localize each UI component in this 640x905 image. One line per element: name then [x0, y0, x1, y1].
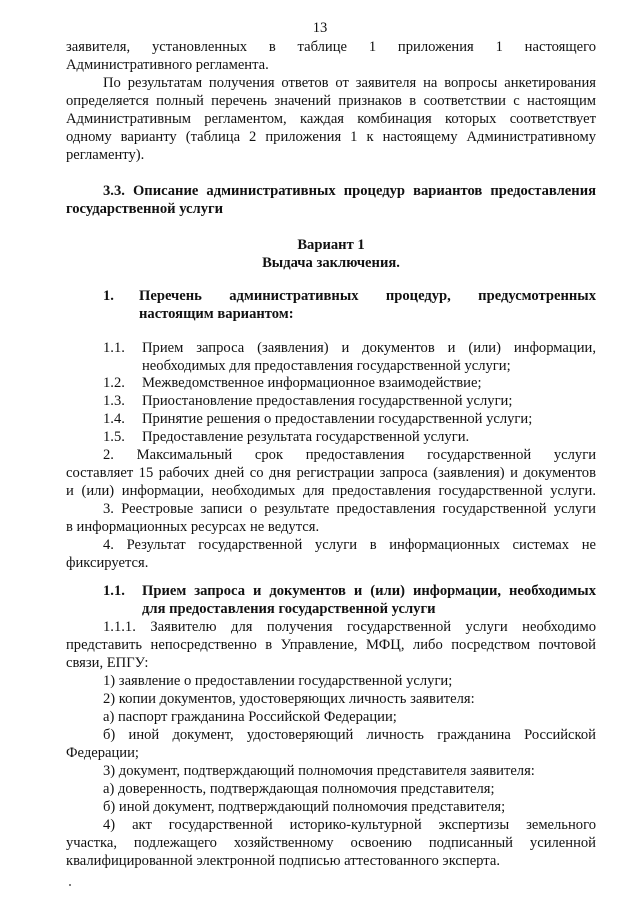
paragraph-line: Административным регламентом, каждая комбинация которых соответствует: [66, 111, 596, 127]
paragraph-line: регламенту).: [66, 147, 145, 163]
list-number: 1.2.: [103, 375, 125, 391]
paragraph-line: заявителя, установленных в таблице 1 приложения 1 настоящего: [66, 39, 596, 55]
paragraph-line: связи, ЕПГУ:: [66, 655, 149, 671]
list-item: б) иной документ, удостоверяющий личность гражданина Российской: [103, 727, 596, 743]
list-item: а) доверенность, подтверждающая полномочия представителя;: [103, 781, 495, 797]
paragraph-line: и (или) информации, необходимых для предоставления государственной услуги.: [66, 483, 596, 499]
list-item: 2) копии документов, удостоверяющих личность заявителя:: [103, 691, 475, 707]
section-heading: 3.3. Описание административных процедур вариантов предоставления: [103, 183, 596, 199]
list-number: 1.4.: [103, 411, 125, 427]
list-item: квалифицированной электронной подписью аттестованного эксперта.: [66, 853, 500, 869]
paragraph-line: определяется полный перечень значений признаков в соответствии с настоящим: [66, 93, 596, 109]
subsection-heading: Прием запроса и документов и (или) информации, необходимых: [142, 583, 596, 599]
list-item: 3) документ, подтверждающий полномочия представителя заявителя:: [103, 763, 535, 779]
list-number: 1.5.: [103, 429, 125, 445]
paragraph-line: представить непосредственно в Управление, МФЦ, либо посредством почтовой: [66, 637, 596, 653]
subsection-heading: для предоставления государственной услуги: [142, 601, 436, 617]
list-item: Межведомственное информационное взаимодействие;: [142, 375, 482, 391]
paragraph-line: в информационных ресурсах не ведутся.: [66, 519, 320, 535]
list-number: 1.: [103, 288, 114, 304]
paragraph-line: 3. Реестровые записи о результате предоставления государственной услуги: [103, 501, 596, 517]
list-number: 1.1.: [103, 340, 125, 356]
list-item: Федерации;: [66, 745, 139, 761]
list-item: б) иной документ, подтверждающий полномочия представителя;: [103, 799, 506, 815]
list-item: Прием запроса (заявления) и документов и (или) информации,: [142, 340, 596, 356]
paragraph-line: фиксируется.: [66, 555, 149, 571]
paragraph-line: Административного регламента.: [66, 57, 269, 73]
scan-speck: [69, 884, 71, 886]
paragraph-line: 1.1.1. Заявителю для получения государственной услуги необходимо: [103, 619, 596, 635]
paragraph-line: 4. Результат государственной услуги в информационных системах не: [103, 537, 596, 553]
paragraph-line: По результатам получения ответов от заявителя на вопросы анкетирования: [103, 75, 596, 91]
list-number: 1.3.: [103, 393, 125, 409]
list-number: 1.1.: [103, 583, 125, 599]
list-item: Предоставление результата государственной услуги.: [142, 429, 470, 445]
paragraph-line: одному варианту (таблица 2 приложения 1 к настоящему Административному: [66, 129, 596, 145]
list-item: участка, подлежащего хозяйственному освоению подписанный усиленной: [66, 835, 596, 851]
list-item: 1) заявление о предоставлении государственной услуги;: [103, 673, 453, 689]
variant-subtitle: Выдача заключения.: [262, 255, 400, 271]
list-item: Приостановление предоставления государственной услуги;: [142, 393, 513, 409]
list-heading: Перечень административных процедур, предусмотренных: [139, 288, 596, 304]
list-heading: настоящим вариантом:: [139, 306, 294, 322]
list-item: необходимых для предоставления государственной услуги;: [142, 358, 511, 374]
list-item: а) паспорт гражданина Российской Федерации;: [103, 709, 397, 725]
page-number: 13: [312, 20, 328, 36]
paragraph-line: 2. Максимальный срок предоставления государственной услуги: [103, 447, 596, 463]
variant-title: Вариант 1: [297, 237, 365, 253]
paragraph-line: составляет 15 рабочих дней со дня регистрации запроса (заявления) и документов: [66, 465, 596, 481]
list-item: 4) акт государственной историко-культурной экспертизы земельного: [103, 817, 596, 833]
list-item: Принятие решения о предоставлении государственной услуги;: [142, 411, 533, 427]
section-heading: государственной услуги: [66, 201, 224, 217]
